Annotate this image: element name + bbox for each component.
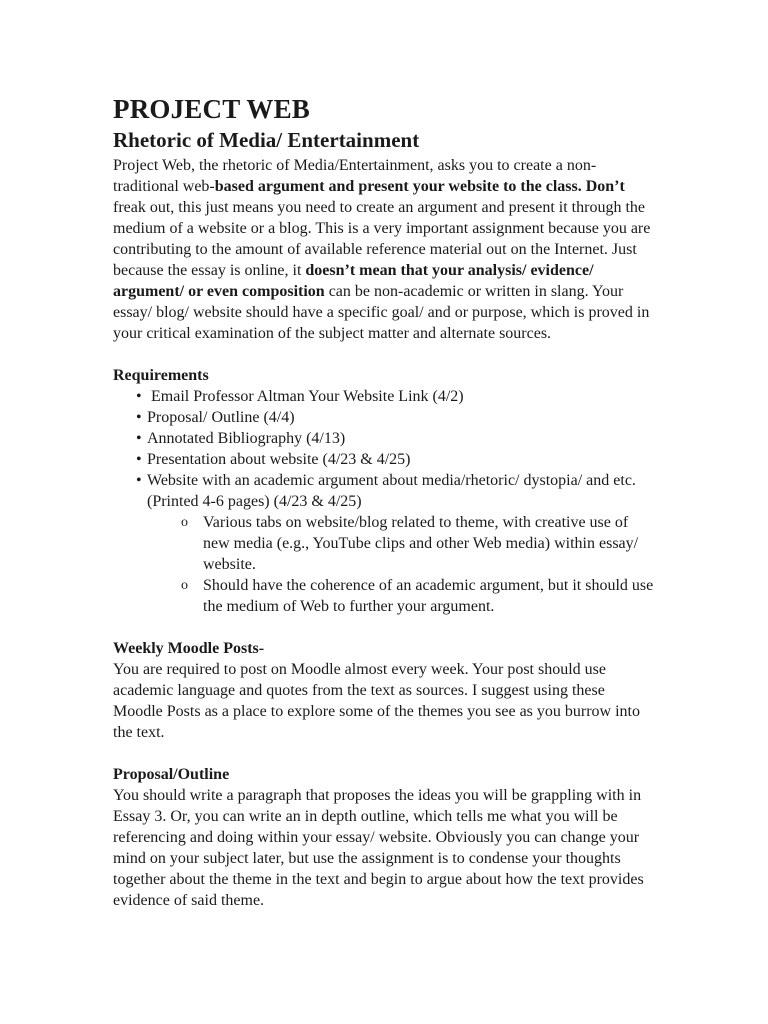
list-item: • Email Professor Altman Your Website Link (4/2) <box>136 388 464 405</box>
bullet-icon: • <box>136 430 142 447</box>
circle-bullet-icon: o <box>181 515 188 530</box>
requirements-heading: Requirements <box>113 367 209 384</box>
sub-list-item: o Various tabs on website/blog related to theme, with creative use of new media (e.g., YouTube clips and other Web media) within essay/ website. <box>181 514 639 573</box>
sub-list-item: o Should have the coherence of an academic argument, but it should use the medium of Web to further your argument. <box>181 577 654 615</box>
intro-text-3: can be non-academic or written in slang. Your essay/ blog/ website should have a specific goal/ and or purpose, which is proved in your critical examination of the subject matter and alternate sources. <box>113 283 650 342</box>
bullet-icon: • <box>136 409 142 426</box>
bullet-icon: • <box>136 388 142 405</box>
proposal-heading: Proposal/Outline <box>113 766 230 783</box>
weekly-moodle-paragraph: You are required to post on Moodle almost every week. Your post should use academic language and quotes from the text as sources. I suggest using these Moodle Posts as a place to explore some of the themes you see as you burrow into the text. <box>113 661 640 741</box>
proposal-paragraph: You should write a paragraph that proposes the ideas you will be grappling with in Essay 3. Or, you can write an in depth outline, which tells me what you will be referencing and doing within your essay/ website. Obviously you can change your mind on your subject later, but use the assignment is to condense your thoughts together about the theme in the text and begin to argue about how the text provides evidence of said theme. <box>113 787 644 909</box>
document-page <box>113 92 658 911</box>
intro-paragraph <box>113 155 658 344</box>
list-item: • Website with an academic argument about media/rhetoric/ dystopia/ and etc. (Printed 4-6 pages) (4/23 & 4/25) <box>136 472 636 510</box>
bullet-icon: • <box>136 451 142 468</box>
list-item: • Presentation about website (4/23 & 4/25) <box>136 451 411 468</box>
intro-text-2: freak out, this just means you need to create an argument and present it through the medium of a website or a blog. This is a very important assignment because you are contributing to the amount of available reference material out on the Internet. Just because the essay is online, it <box>113 199 651 279</box>
intro-text-1: Project Web, the rhetoric of Media/Entertainment, asks you to create a non-traditional web- <box>113 157 597 195</box>
circle-bullet-icon: o <box>181 578 188 593</box>
weekly-moodle-heading: Weekly Moodle Posts- <box>113 640 265 657</box>
page-title: PROJECT WEB <box>113 94 311 124</box>
intro-text-bold-2: doesn’t mean that your analysis/ evidence/ argument/ or even composition <box>113 262 594 300</box>
list-item: • Proposal/ Outline (4/4) <box>136 409 295 426</box>
intro-text-bold-1: based argument and present your website to the class. Don’t <box>214 178 625 195</box>
bullet-icon: • <box>136 472 142 489</box>
list-item: • Annotated Bibliography (4/13) <box>136 430 346 447</box>
requirements-sub-list <box>113 512 658 617</box>
requirements-list <box>113 386 658 512</box>
page-subtitle: Rhetoric of Media/ Entertainment <box>113 128 420 152</box>
